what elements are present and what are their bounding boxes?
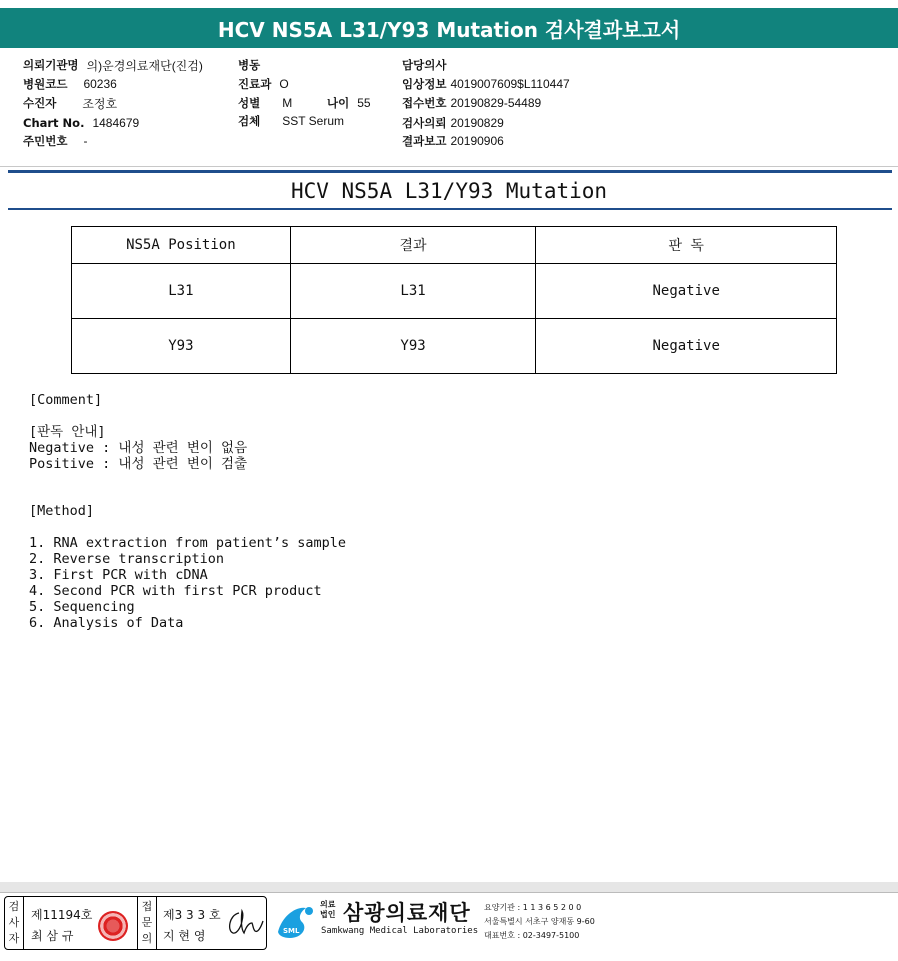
sml-logo-icon bbox=[276, 902, 316, 942]
patient-info bbox=[0, 54, 898, 166]
table-cell: L31 bbox=[72, 264, 291, 319]
institution-phone: 대표번호 : 02-3497-5100 bbox=[484, 931, 580, 940]
approver-name: 지 현 영 bbox=[163, 929, 206, 943]
logo-name: 삼광의료재단 bbox=[343, 901, 471, 925]
comment-heading: [Comment] bbox=[29, 392, 103, 408]
method-step: 5. Sequencing bbox=[29, 599, 135, 615]
info-specimen: 검체 SST Serum bbox=[238, 114, 345, 128]
examiner-label: 검 사 자 bbox=[8, 900, 20, 945]
method-step: 4. Second PCR with first PCR product bbox=[29, 583, 322, 599]
table-row bbox=[72, 264, 837, 319]
title-rule-bottom bbox=[8, 208, 892, 210]
table-header-row bbox=[72, 227, 837, 264]
approver-license-no: 제3 3 3 호 bbox=[163, 908, 221, 922]
info-requesting-institution: 의뢰기관명 의)운경의료재단(진검) bbox=[23, 58, 203, 73]
institution-code: 요양기관 : 1 1 3 6 5 2 0 0 bbox=[484, 903, 582, 912]
examiner-name: 최 삼 규 bbox=[31, 929, 74, 943]
table-cell: Y93 bbox=[72, 319, 291, 374]
title-rule-top bbox=[8, 170, 892, 173]
method-heading: [Method] bbox=[29, 503, 95, 519]
logo-corp-label: 의료 법인 bbox=[320, 900, 336, 919]
table-cell: Y93 bbox=[290, 319, 536, 374]
approver-label: 접 문 의 bbox=[141, 900, 153, 945]
column-header: NS5A Position bbox=[72, 227, 291, 264]
info-ward: 병동 bbox=[238, 58, 261, 72]
signature-icon bbox=[225, 907, 265, 939]
report-title: HCV NS5A L31/Y93 Mutation bbox=[290, 179, 608, 203]
method-step: 3. First PCR with cDNA bbox=[29, 567, 208, 583]
method-step: 6. Analysis of Data bbox=[29, 615, 184, 631]
footer-band bbox=[0, 882, 898, 892]
info-department: 진료과 O bbox=[238, 77, 289, 91]
info-receipt-no: 접수번호 20190829-54489 bbox=[402, 96, 542, 110]
info-chart-no: Chart No. 1484679 bbox=[23, 116, 140, 130]
logo-english-name: Samkwang Medical Laboratories bbox=[321, 926, 479, 936]
table-cell: Negative bbox=[536, 264, 837, 319]
table-cell: Negative bbox=[536, 319, 837, 374]
document-title: HCV NS5A L31/Y93 Mutation 검사결과보고서 bbox=[217, 17, 681, 42]
info-age: 나이 55 bbox=[327, 96, 371, 110]
info-patient-name: 수진자 조정호 bbox=[23, 96, 118, 111]
table-row bbox=[72, 319, 837, 374]
signature-box bbox=[4, 896, 267, 950]
guide-positive: Positive : 내성 관련 변이 검출 bbox=[29, 456, 248, 472]
info-report-date: 결과보고 20190906 bbox=[402, 134, 504, 148]
column-header: 결과 bbox=[290, 227, 536, 264]
info-attending-doctor: 담당의사 bbox=[402, 58, 447, 72]
column-header: 판 독 bbox=[536, 227, 837, 264]
report-title-bar bbox=[0, 8, 898, 48]
info-hospital-code: 병원코드 60236 bbox=[23, 77, 117, 91]
official-seal bbox=[98, 911, 128, 941]
info-clinical-info: 임상정보 4019007609$L110447 bbox=[402, 77, 570, 91]
result-table bbox=[71, 226, 837, 374]
divider bbox=[0, 166, 898, 167]
guide-heading: [판독 안내] bbox=[29, 424, 106, 440]
info-sex: 성별 M bbox=[238, 96, 293, 110]
guide-negative: Negative : 내성 관련 변이 없음 bbox=[29, 440, 248, 456]
info-resident-no: 주민번호 - bbox=[23, 134, 88, 148]
table-cell: L31 bbox=[290, 264, 536, 319]
examiner-license-no: 제11194호 bbox=[31, 908, 93, 922]
method-step: 2. Reverse transcription bbox=[29, 551, 225, 567]
info-request-date: 검사의뢰 20190829 bbox=[402, 116, 504, 130]
svg-text:SML: SML bbox=[283, 927, 300, 935]
method-step: 1. RNA extraction from patient’s sample bbox=[29, 535, 346, 551]
footer-divider bbox=[0, 892, 898, 893]
institution-address: 서울특별시 서초구 양재동 9-60 bbox=[484, 917, 595, 926]
